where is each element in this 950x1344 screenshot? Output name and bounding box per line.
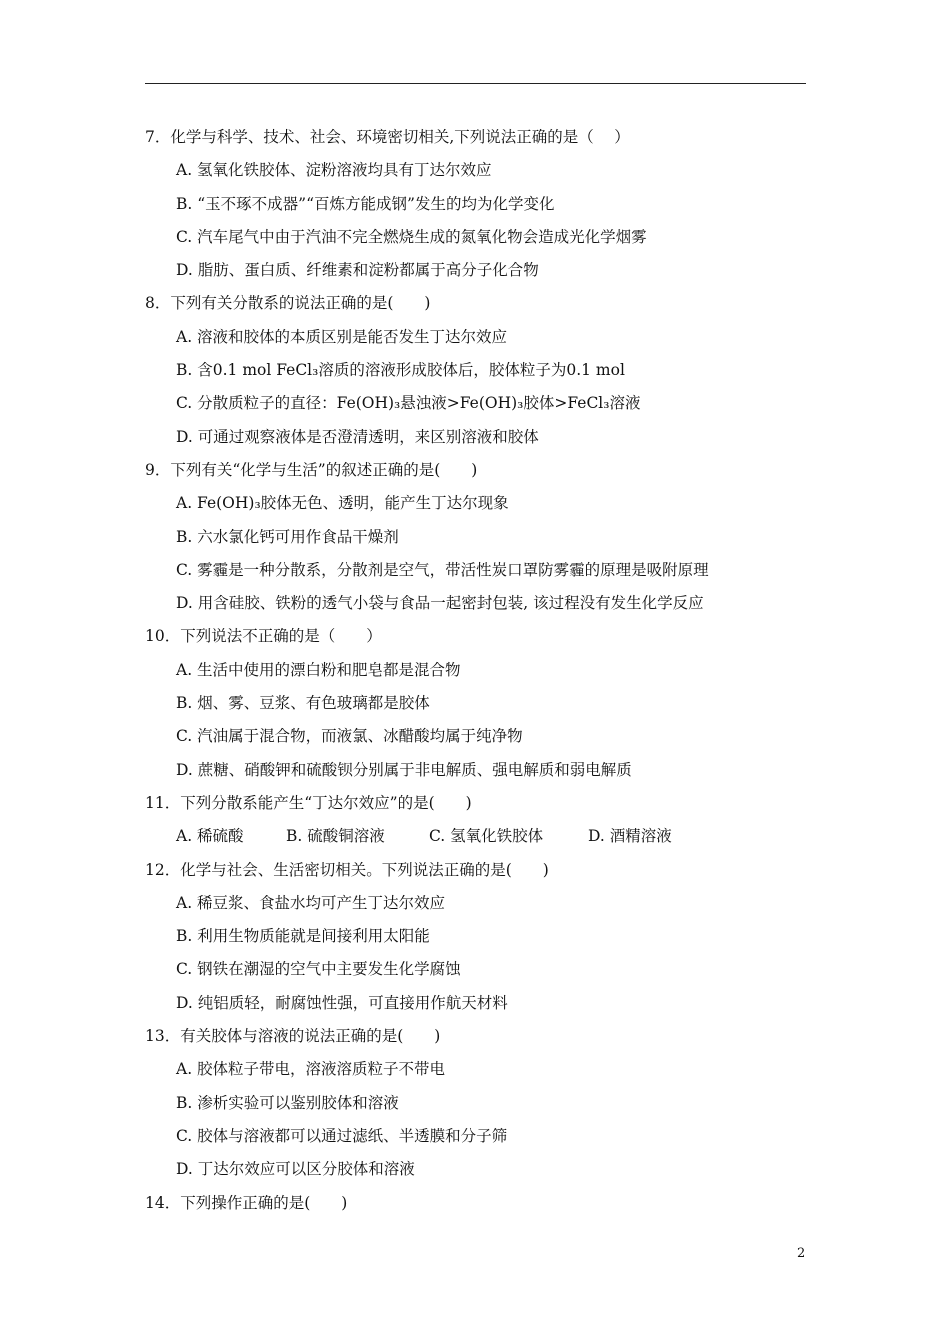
option-c: C. 钢铁在潮湿的空气中主要发生化学腐蚀 <box>176 960 461 979</box>
option-d: D. 用含硅胶、铁粉的透气小袋与食品一起密封包装, 该过程没有发生化学反应 <box>176 594 704 613</box>
option-a: A. 稀硫酸 <box>176 827 244 846</box>
question-stem: 10．下列说法不正确的是（ ） <box>145 627 382 646</box>
option-b: B. 烟、雾、豆浆、有色玻璃都是胶体 <box>176 694 430 713</box>
page-number: 2 <box>797 1246 806 1261</box>
header-rule <box>145 83 806 84</box>
option-a: A. 胶体粒子带电，溶液溶质粒子不带电 <box>176 1060 446 1079</box>
option-d: D. 酒精溶液 <box>588 827 672 846</box>
option-c: C. 雾霾是一种分散系，分散剂是空气，带活性炭口罩防雾霾的原理是吸附原理 <box>176 560 709 579</box>
option-b: B. 六水氯化钙可用作食品干燥剂 <box>176 527 399 546</box>
question-stem: 9．下列有关“化学与生活”的叙述正确的是( ) <box>145 460 478 479</box>
option-d: D. 纯铝质轻，耐腐蚀性强，可直接用作航天材料 <box>176 993 508 1012</box>
option-a: A. 生活中使用的漂白粉和肥皂都是混合物 <box>176 660 461 679</box>
option-c: C. 汽车尾气中由于汽油不完全燃烧生成的氮氧化物会造成光化学烟雾 <box>176 227 647 246</box>
option-b: B. 硫酸铜溶液 <box>286 827 385 846</box>
option-c: C. 胶体与溶液都可以通过滤纸、半透膜和分子筛 <box>176 1126 508 1145</box>
option-a: A. Fe(OH)₃胶体无色、透明，能产生丁达尔现象 <box>176 494 509 513</box>
option-b: B. “玉不琢不成器”“百炼方能成钢”发生的均为化学变化 <box>176 194 555 213</box>
option-b: B. 利用生物质能就是间接利用太阳能 <box>176 927 430 946</box>
option-a: A. 稀豆浆、食盐水均可产生丁达尔效应 <box>176 893 446 912</box>
option-a: A. 氢氧化铁胶体、淀粉溶液均具有丁达尔效应 <box>176 161 492 180</box>
question-stem: 11．下列分散系能产生“丁达尔效应”的是( ) <box>145 793 472 812</box>
option-d: D. 可通过观察液体是否澄清透明，来区别溶液和胶体 <box>176 427 539 446</box>
question-stem: 12．化学与社会、生活密切相关。下列说法正确的是( ) <box>145 860 549 879</box>
question-list <box>145 121 825 1220</box>
question-stem: 7．化学与科学、技术、社会、环境密切相关,下列说法正确的是（ ） <box>145 128 630 146</box>
option-a: A. 溶液和胶体的本质区别是能否发生丁达尔效应 <box>176 327 508 346</box>
option-b: B. 渗析实验可以鉴别胶体和溶液 <box>176 1093 399 1112</box>
option-c: C. 氢氧化铁胶体 <box>429 827 544 846</box>
inline-options <box>145 820 825 853</box>
question-stem: 14．下列操作正确的是( ) <box>145 1193 348 1212</box>
option-c: C. 汽油属于混合物，而液氯、冰醋酸均属于纯净物 <box>176 727 523 746</box>
question-stem: 13．有关胶体与溶液的说法正确的是( ) <box>145 1027 441 1046</box>
option-d: D. 蔗糖、硝酸钾和硫酸钡分别属于非电解质、强电解质和弱电解质 <box>176 760 632 779</box>
option-b: B. 含0.1 mol FeCl₃溶质的溶液形成胶体后，胶体粒子为0.1 mol <box>176 361 625 380</box>
option-c: C. 分散质粒子的直径：Fe(OH)₃悬浊液>Fe(OH)₃胶体>FeCl₃溶液 <box>176 394 641 413</box>
option-d: D. 丁达尔效应可以区分胶体和溶液 <box>176 1160 415 1179</box>
question-stem: 8．下列有关分散系的说法正确的是( ) <box>145 294 431 313</box>
option-d: D. 脂肪、蛋白质、纤维素和淀粉都属于高分子化合物 <box>176 261 539 280</box>
